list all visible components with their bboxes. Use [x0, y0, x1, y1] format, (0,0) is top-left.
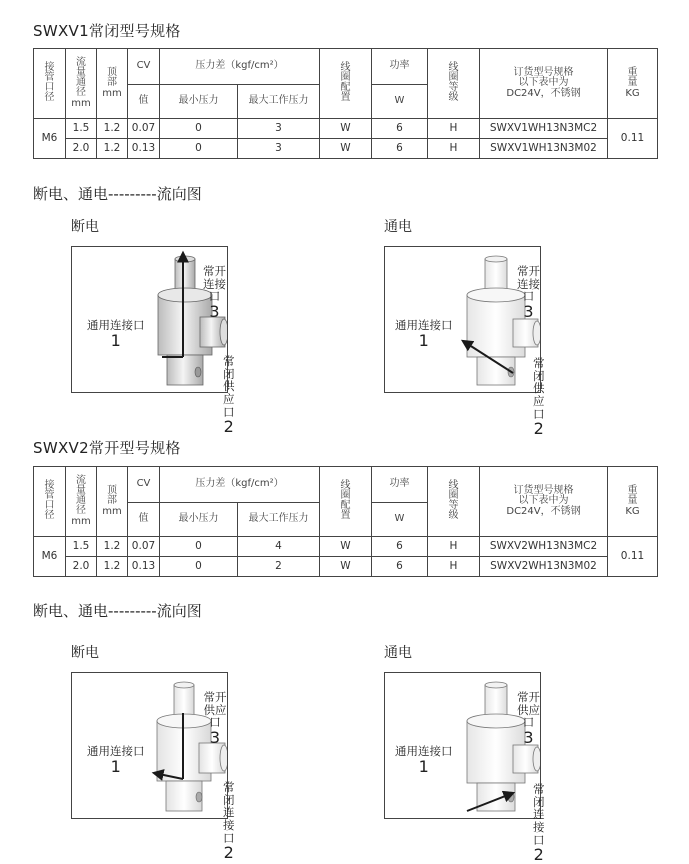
header-weight: 重量 KG [608, 467, 658, 537]
table-row [34, 119, 658, 139]
header-pmin: 最小压力 [160, 85, 238, 119]
nc-section-title: SWXV1常闭型号规格 [33, 22, 181, 40]
no-on-diagram [384, 672, 545, 864]
table-row [34, 139, 658, 159]
cell-pmin: 0 [160, 119, 238, 139]
cell-pmax: 4 [238, 537, 320, 557]
header-power-unit: W [372, 503, 428, 537]
cell-top: 1.2 [97, 537, 128, 557]
cell-grade: H [428, 537, 480, 557]
cell-coil: W [320, 557, 372, 577]
cell-port: M6 [34, 537, 66, 577]
nc-on-diagram [384, 246, 545, 439]
cell-power: 6 [372, 139, 428, 159]
callout-top: 常开连接口 3 [203, 264, 226, 321]
callout-left: 通用连接口 1 [395, 744, 453, 776]
header-cv: CV [128, 49, 160, 85]
cell-top: 1.2 [97, 139, 128, 159]
nc-spec-table [33, 48, 658, 159]
cell-grade: H [428, 139, 480, 159]
cell-pmin: 0 [160, 557, 238, 577]
callout-top: 常开供应口 3 [517, 690, 540, 747]
nc-off-label: 断电 [71, 219, 99, 235]
no-off-label: 断电 [71, 645, 99, 661]
no-on-label: 通电 [384, 645, 412, 661]
cell-dn: 1.5 [66, 537, 97, 557]
callout-left: 通用连接口 1 [87, 318, 145, 350]
cell-pmin: 0 [160, 537, 238, 557]
cell-pmin: 0 [160, 139, 238, 159]
cell-power: 6 [372, 119, 428, 139]
header-cv: CV [128, 467, 160, 503]
header-power: 功率 [372, 49, 428, 85]
header-pmax: 最大工作压力 [238, 503, 320, 537]
header-order: 订货型号规格 以下表中为 DC24V，不锈钢 [480, 49, 608, 119]
cell-order: SWXV1WH13N3MC2 [480, 119, 608, 139]
callout-right: 常闭连接口 2 [533, 782, 545, 864]
header-coil: 线圈配置 [320, 467, 372, 537]
cell-cv: 0.13 [128, 557, 160, 577]
cell-cv: 0.07 [128, 119, 160, 139]
cell-power: 6 [372, 537, 428, 557]
callout-right: 常闭供应口 2 [223, 354, 235, 437]
cell-pmax: 2 [238, 557, 320, 577]
cell-cv: 0.07 [128, 537, 160, 557]
no-spec-table [33, 466, 658, 577]
cell-power: 6 [372, 557, 428, 577]
cell-coil: W [320, 139, 372, 159]
cell-grade: H [428, 119, 480, 139]
header-pmin: 最小压力 [160, 503, 238, 537]
cell-coil: W [320, 537, 372, 557]
callout-top: 常开连接口 3 [517, 264, 540, 321]
cell-dn: 2.0 [66, 139, 97, 159]
table-row [34, 557, 658, 577]
no-flow-title: 断电、通电---------流向图 [33, 602, 202, 620]
header-pressure: 压力差（kgf/cm²） [160, 467, 320, 503]
callout-top: 常开供应口 3 [203, 690, 227, 747]
cell-order: SWXV2WH13N3MC2 [480, 537, 608, 557]
cell-pmax: 3 [238, 139, 320, 159]
header-pmax: 最大工作压力 [238, 85, 320, 119]
cell-dn: 1.5 [66, 119, 97, 139]
cell-top: 1.2 [97, 119, 128, 139]
cell-cv: 0.13 [128, 139, 160, 159]
nc-on-label: 通电 [384, 219, 412, 235]
cell-top: 1.2 [97, 557, 128, 577]
no-off-diagram [71, 672, 235, 863]
cell-order: SWXV2WH13N3M02 [480, 557, 608, 577]
header-order: 订货型号规格 以下表中为 DC24V，不锈钢 [480, 467, 608, 537]
nc-off-diagram [71, 246, 235, 437]
no-section-title: SWXV2常开型号规格 [33, 439, 181, 457]
callout-left: 通用连接口 1 [87, 744, 145, 776]
callout-right: 常闭连接口 2 [223, 780, 235, 863]
header-grade: 线圈等级 [428, 467, 480, 537]
header-port: 接管口径 [34, 49, 66, 119]
header-power: 功率 [372, 467, 428, 503]
cell-weight: 0.11 [608, 537, 658, 577]
cell-dn: 2.0 [66, 557, 97, 577]
callout-left: 通用连接口 1 [395, 318, 453, 350]
cell-port: M6 [34, 119, 66, 159]
header-grade: 线圈等级 [428, 49, 480, 119]
header-power-unit: W [372, 85, 428, 119]
cell-grade: H [428, 557, 480, 577]
header-weight: 重量 KG [608, 49, 658, 119]
header-dn: 流量通径 mm [66, 467, 97, 537]
header-top: 顶部 mm [97, 467, 128, 537]
cell-weight: 0.11 [608, 119, 658, 159]
header-dn: 流量通径 mm [66, 49, 97, 119]
header-cv-sub: 值 [128, 85, 160, 119]
header-port: 接管口径 [34, 467, 66, 537]
header-top: 顶部 mm [97, 49, 128, 119]
cell-pmax: 3 [238, 119, 320, 139]
cell-coil: W [320, 119, 372, 139]
table-row [34, 537, 658, 557]
header-coil: 线圈配置 [320, 49, 372, 119]
header-cv-sub: 值 [128, 503, 160, 537]
cell-order: SWXV1WH13N3M02 [480, 139, 608, 159]
callout-right: 常闭供应口 2 [533, 356, 545, 439]
header-pressure: 压力差（kgf/cm²） [160, 49, 320, 85]
nc-flow-title: 断电、通电---------流向图 [33, 185, 202, 203]
